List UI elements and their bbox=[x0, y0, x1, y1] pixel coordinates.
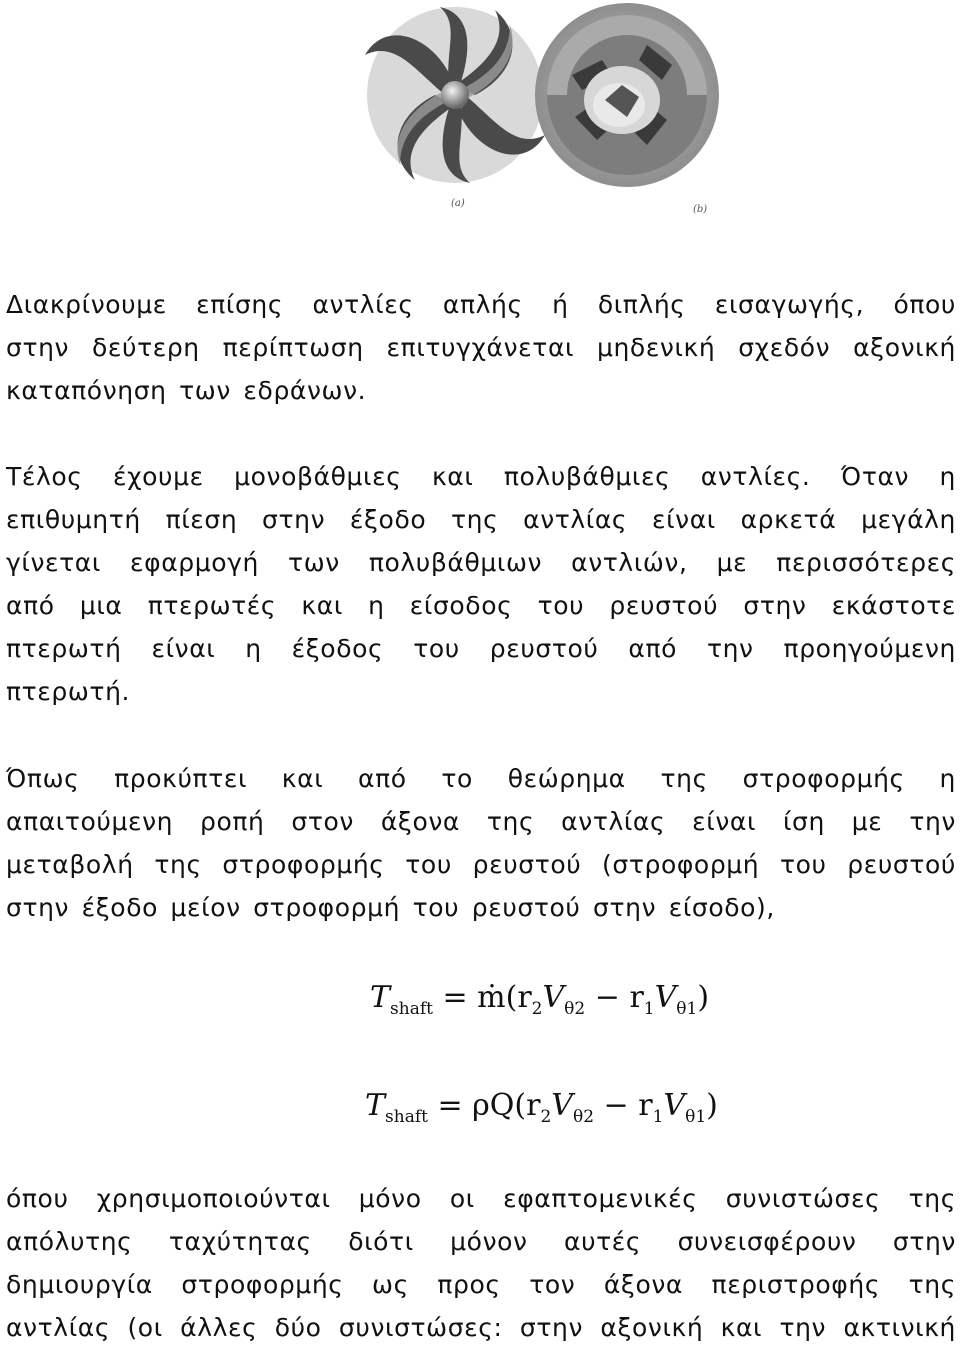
eq-sub: θ2 bbox=[564, 999, 586, 1019]
eq-var: V bbox=[542, 980, 565, 1015]
eq-var: V bbox=[551, 1088, 573, 1123]
figure-label-a: (a) bbox=[451, 198, 465, 209]
open-impeller-image bbox=[365, 7, 545, 183]
eq-lhs: T bbox=[365, 1088, 386, 1123]
equation-torque-mass-flow bbox=[370, 980, 709, 1019]
paragraph-1 bbox=[6, 283, 956, 412]
eq-lhs-sub: shaft bbox=[385, 1107, 428, 1127]
text-line: αντλίας (οι άλλες δύο συνιστώσες: στην αξονική και την ακτινική bbox=[6, 1313, 956, 1342]
text-line: όπου χρησιμοποιούνται μόνο οι εφαπτομενικές συνιστώσες της bbox=[6, 1184, 956, 1213]
eq-mid: − r bbox=[594, 1088, 653, 1123]
text-line: στην δεύτερη περίπτωση επιτυγχάνεται μηδενική σχεδόν αξονική bbox=[6, 333, 956, 362]
text-line: απόλυτης ταχύτητας διότι μόνον αυτές συνεισφέρουν στην bbox=[6, 1227, 956, 1256]
eq-rhs-start: = ṁ(r bbox=[442, 980, 532, 1015]
figure-label-b: (b) bbox=[693, 204, 708, 215]
text-line: Όπως προκύπτει και από το θεώρημα της στροφορμής η bbox=[6, 764, 956, 793]
text-line: επιθυμητή πίεση στην έξοδο της αντλίας είναι αρκετά μεγάλη bbox=[6, 505, 956, 534]
eq-sub: 2 bbox=[531, 999, 543, 1019]
text-line: καταπόνηση των εδράνων. bbox=[6, 376, 367, 405]
eq-sub: 1 bbox=[643, 999, 655, 1019]
closed-impeller-image bbox=[535, 3, 719, 187]
eq-end: ) bbox=[706, 1088, 718, 1123]
eq-sub: θ1 bbox=[676, 999, 698, 1019]
eq-sub: 2 bbox=[540, 1107, 552, 1127]
eq-rhs-start: = ρQ(r bbox=[437, 1088, 541, 1123]
paragraph-3 bbox=[6, 757, 956, 929]
text-line: απαιτούμενη ροπή στον άξονα της αντλίας είναι ίση με την bbox=[6, 807, 956, 836]
text-line: μεταβολή της στροφορμής του ρευστού (στροφορμή του ρευστού bbox=[6, 850, 956, 879]
eq-lhs-sub: shaft bbox=[390, 999, 433, 1019]
impeller-figure bbox=[365, 0, 725, 215]
text-line: Διακρίνουμε επίσης αντλίες απλής ή διπλής εισαγωγής, όπου bbox=[6, 290, 956, 319]
eq-sub: 1 bbox=[652, 1107, 664, 1127]
equation-torque-volume-flow bbox=[365, 1088, 718, 1127]
text-line: γίνεται εφαρμογή των πολυβάθμιων αντλιών, με περισσότερες bbox=[6, 548, 956, 577]
paragraph-4 bbox=[6, 1177, 956, 1349]
eq-lhs: T bbox=[370, 980, 391, 1015]
eq-mid: − r bbox=[585, 980, 644, 1015]
eq-var: V bbox=[663, 1088, 686, 1123]
text-line: πτερωτή είναι η έξοδος του ρευστού από την προηγούμενη bbox=[6, 634, 956, 663]
text-line: από μια πτερωτές και η είσοδος του ρευστού στην εκάστοτε bbox=[6, 591, 956, 620]
eq-var: V bbox=[654, 980, 677, 1015]
text-line: Τέλος έχουμε μονοβάθμιες και πολυβάθμιες αντλίες. Όταν η bbox=[6, 462, 956, 491]
text-line: πτερωτή. bbox=[6, 677, 131, 706]
text-line: δημιουργία στροφορμής ως προς τον άξονα περιστροφής της bbox=[6, 1270, 956, 1299]
eq-end: ) bbox=[697, 980, 710, 1015]
eq-sub: θ2 bbox=[572, 1107, 595, 1127]
eq-sub: θ1 bbox=[685, 1107, 707, 1127]
text-line: στην έξοδο μείον στροφορμή του ρευστού στην είσοδο), bbox=[6, 893, 775, 922]
paragraph-2 bbox=[6, 455, 956, 713]
